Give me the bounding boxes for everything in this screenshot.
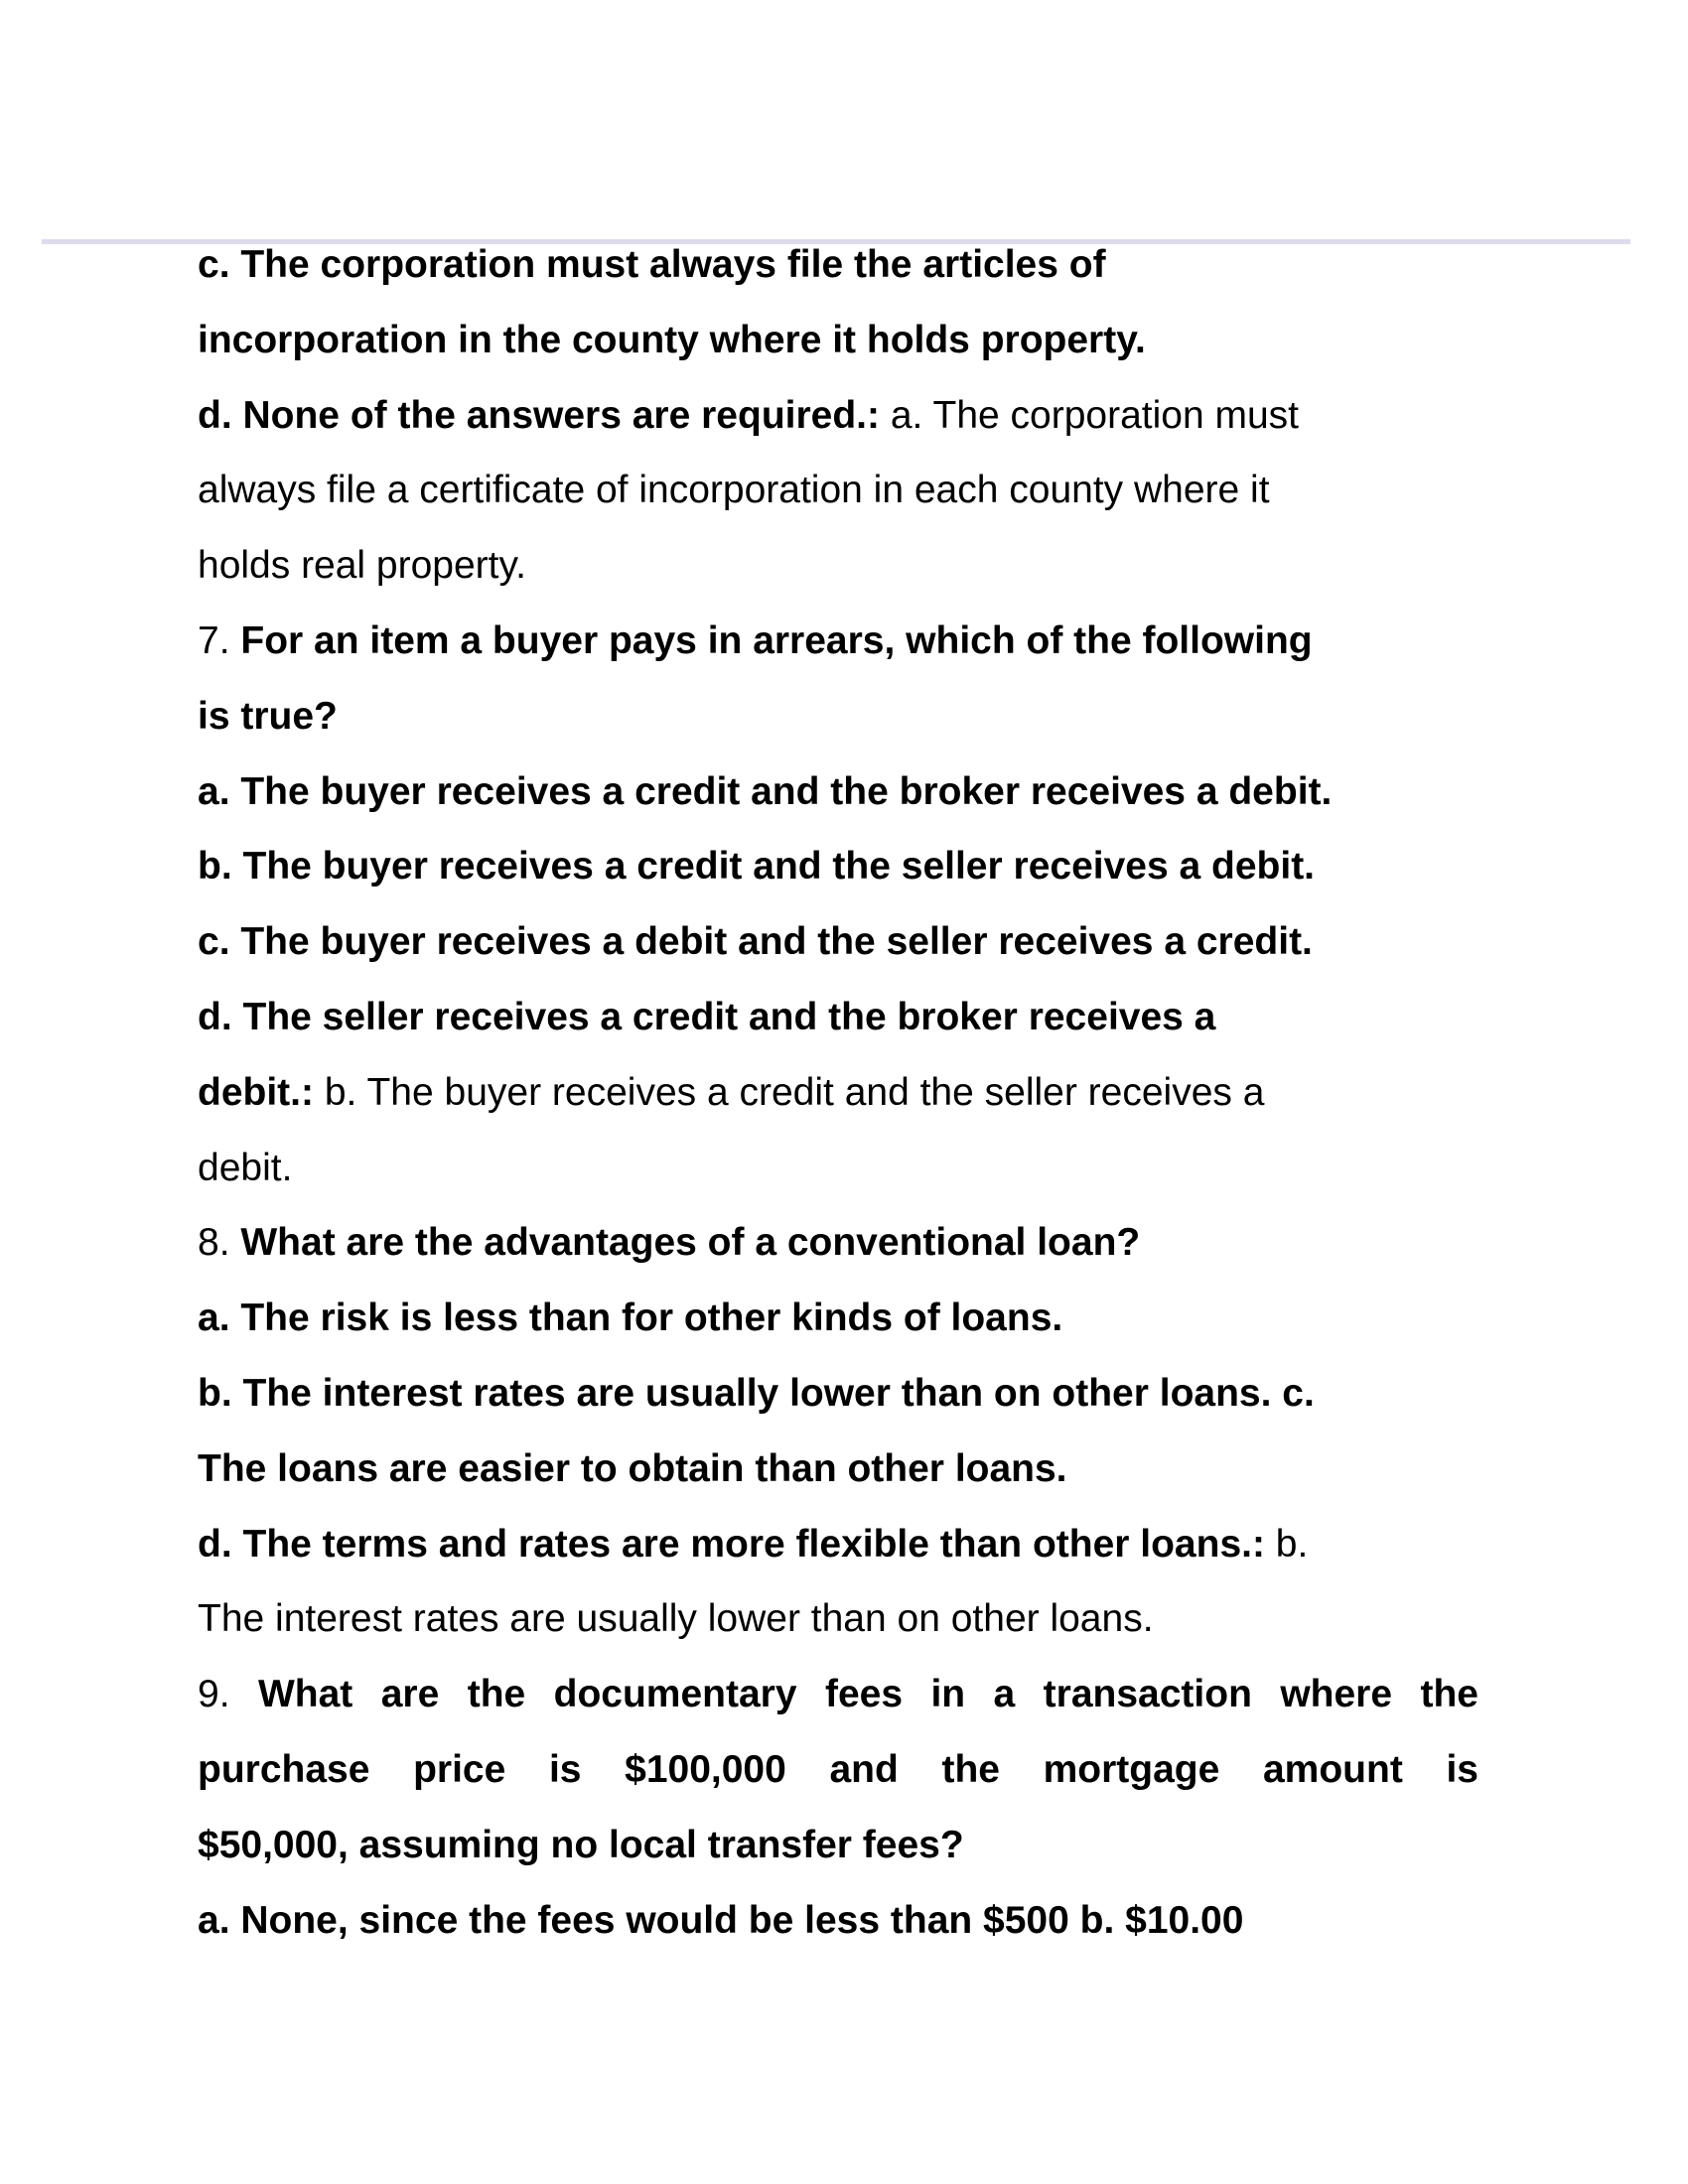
- answer-text: a. The corporation must: [880, 393, 1299, 437]
- text-line: [198, 1356, 1478, 1432]
- text-line: [198, 1732, 1478, 1808]
- bold-text: a. The buyer receives a credit and the broker receives a debit.: [198, 769, 1333, 813]
- answer-text: 9.: [198, 1673, 258, 1716]
- text-line: [198, 528, 1478, 604]
- bold-text: c. The corporation must always file the articles of: [198, 243, 1106, 286]
- text-line: [198, 1883, 1478, 1959]
- bold-text: d. The seller receives a credit and the broker receives a: [198, 995, 1216, 1038]
- text-line: [198, 1281, 1478, 1356]
- text-line: [198, 1808, 1478, 1883]
- bold-text: What are the advantages of a conventional loan?: [240, 1221, 1141, 1265]
- text-line: [198, 829, 1478, 904]
- bold-text: The loans are easier to obtain than other loans.: [198, 1446, 1067, 1490]
- answer-text: debit.: [198, 1146, 293, 1189]
- text-line: [198, 303, 1478, 378]
- bold-text: b. The interest rates are usually lower than on other loans. c.: [198, 1371, 1315, 1415]
- bold-text: $50,000, assuming no local transfer fees?: [198, 1823, 964, 1866]
- bold-text: d. The terms and rates are more flexible than other loans.:: [198, 1522, 1265, 1566]
- text-line: [198, 1055, 1478, 1131]
- answer-text: always file a certificate of incorporation in each county where it: [198, 469, 1270, 512]
- text-line: [198, 679, 1478, 754]
- text-line: [198, 453, 1478, 528]
- answer-text: The interest rates are usually lower than on other loans.: [198, 1597, 1154, 1641]
- text-line: [198, 1507, 1478, 1582]
- text-line: [198, 227, 1478, 303]
- answer-text: 8.: [198, 1221, 241, 1265]
- text-line: [198, 378, 1478, 454]
- answer-text: holds real property.: [198, 544, 526, 588]
- answer-text: 7.: [198, 618, 241, 662]
- bold-text: purchase price is $100,000 and the mortgage amount is: [198, 1747, 1478, 1791]
- document-body: [198, 227, 1478, 1958]
- text-line: [198, 1131, 1478, 1206]
- bold-text: is true?: [198, 694, 338, 738]
- answer-text: b.: [1264, 1522, 1309, 1566]
- bold-text: d. None of the answers are required.:: [198, 393, 880, 437]
- bold-text: What are the documentary fees in a transaction where the: [257, 1673, 1478, 1716]
- text-line: [198, 604, 1478, 679]
- text-line: [198, 1432, 1478, 1507]
- text-line: [198, 904, 1478, 980]
- text-line: [198, 980, 1478, 1055]
- text-line: [198, 1657, 1478, 1732]
- bold-text: incorporation in the county where it holds property.: [198, 318, 1146, 361]
- bold-text: debit.:: [198, 1070, 314, 1114]
- bold-text: b. The buyer receives a credit and the seller receives a debit.: [198, 845, 1316, 888]
- text-line: [198, 1581, 1478, 1657]
- bold-text: c. The buyer receives a debit and the seller receives a credit.: [198, 920, 1313, 964]
- answer-text: b. The buyer receives a credit and the seller receives a: [313, 1070, 1265, 1114]
- bold-text: a. None, since the fees would be less than $500 b. $10.00: [198, 1898, 1244, 1942]
- text-line: [198, 1205, 1478, 1281]
- bold-text: a. The risk is less than for other kinds of loans.: [198, 1297, 1063, 1340]
- bold-text: For an item a buyer pays in arrears, which of the following: [240, 618, 1313, 662]
- text-line: [198, 754, 1478, 830]
